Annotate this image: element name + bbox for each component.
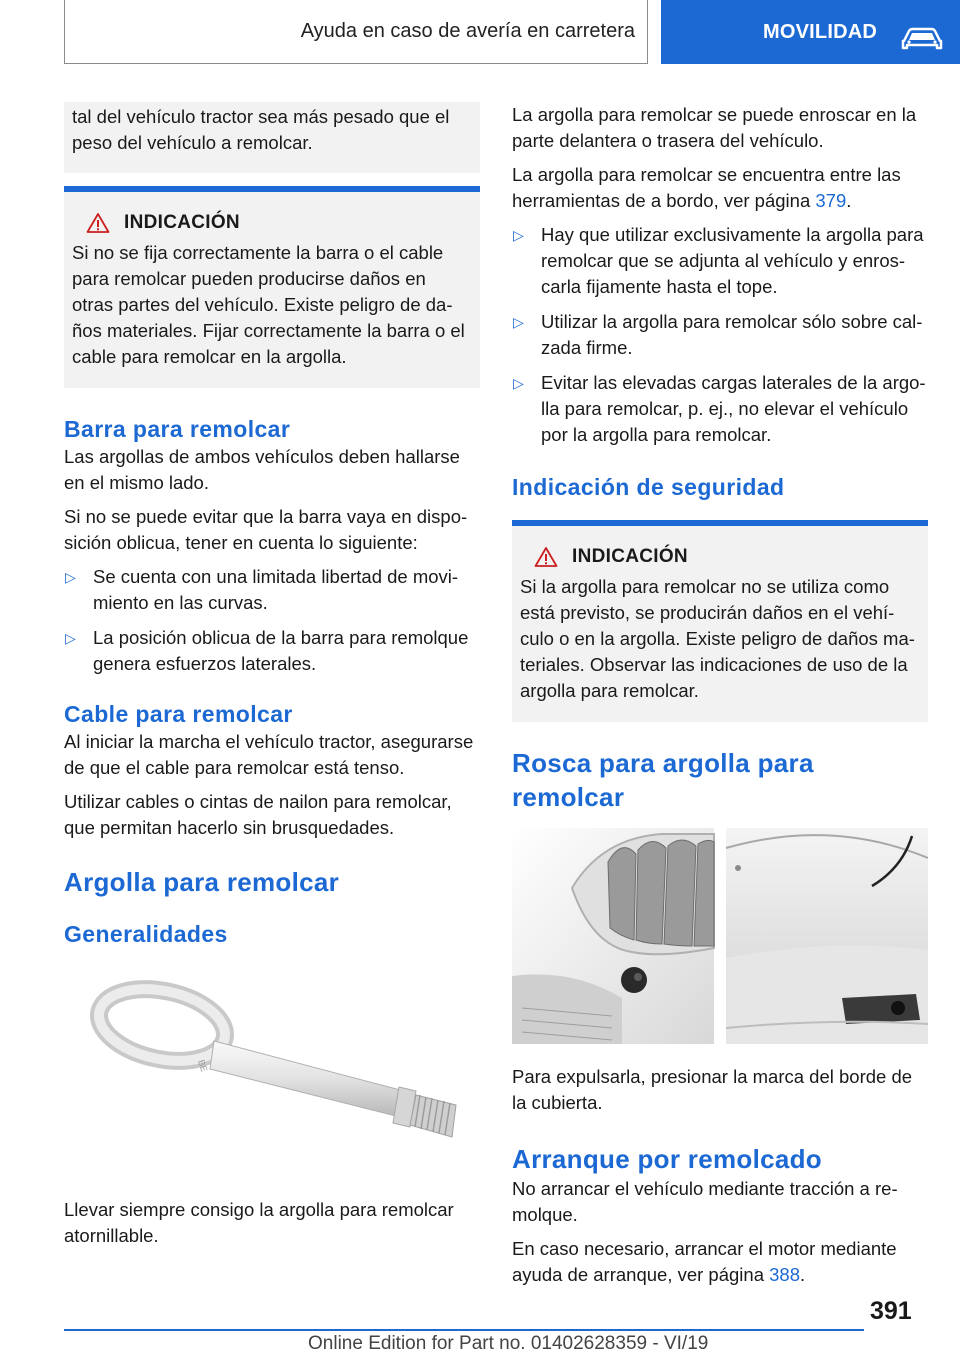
continued-note-box — [64, 102, 480, 173]
right-bullet-list — [512, 222, 928, 448]
warning-title: INDICACIÓN — [124, 212, 240, 233]
cable-paragraph-2: Utilizar cables o cintas de nailon para remolcar, que permitan hacerlo sin brusquedades. — [64, 791, 452, 838]
triangle-bullet-icon: ▷ — [513, 227, 524, 243]
heading-seguridad: Indicación de seguridad — [512, 474, 785, 500]
bumper-illustration — [512, 828, 928, 1044]
list-item: ▷ Evitar las elevadas cargas laterales de la argo‐lla para remolcar, p. ej., no elevar el vehículo por la argolla para remolcar. — [513, 372, 926, 445]
heading-generalidades: Generalidades — [64, 921, 228, 947]
warning-box-safety — [512, 520, 928, 722]
right-paragraph-2: La argolla para remolcar se encuentra entre las herramientas de a bordo, ver página 379. — [512, 164, 901, 211]
tow-eye-illustration — [64, 969, 480, 1189]
chapter-title: MOVILIDAD — [763, 20, 878, 43]
list-item: ▷ Hay que utilizar exclusivamente la argolla para remolcar que se adjunta al vehículo y enros‐carla fijamente hasta el tope. — [513, 224, 924, 297]
tow-eye-icon — [64, 969, 480, 1189]
footer-edition: Online Edition for Part no. 01402628359 - VI/19 — [308, 1333, 709, 1354]
page-number: 391 — [870, 1297, 912, 1325]
warning-triangle-icon — [534, 546, 558, 568]
triangle-bullet-icon: ▷ — [65, 569, 76, 585]
arranque-paragraph-2: En caso necesario, arrancar el motor mediante ayuda de arranque, ver página 388. — [512, 1238, 897, 1285]
barra-paragraph-2: Si no se puede evitar que la barra vaya en dispo‐sición oblicua, tener en cuenta lo siguiente: — [64, 506, 468, 553]
left-column — [64, 102, 480, 1257]
header-section-title — [64, 0, 648, 64]
warning-title: INDICACIÓN — [572, 546, 688, 567]
right-paragraph-1: La argolla para remolcar se puede enroscar en la parte delantera o trasera del vehículo. — [512, 104, 917, 151]
section-title: Ayuda en caso de avería en carretera — [300, 20, 635, 42]
triangle-bullet-icon: ▷ — [513, 314, 524, 330]
header-chapter — [661, 0, 960, 64]
warning-text: Si la argolla para remolcar no se utiliza como está previsto, se producirán daños en el vehí‐culo o en la argolla. Existe peligro de daños ma‐teriales. Observar las indicaciones de uso de la argolla para remolcar. — [520, 576, 915, 701]
cable-paragraph-1: Al iniciar la marcha el vehículo tractor, asegurarse de que el cable para remolcar está tenso. — [64, 731, 474, 778]
right-column — [512, 102, 928, 1296]
list-item: ▷ Se cuenta con una limitada libertad de movi‐miento en las curvas. — [65, 566, 459, 613]
barra-bullet-list — [64, 564, 480, 677]
list-item: ▷ La posición oblicua de la barra para remolque genera esfuerzos laterales. — [65, 627, 469, 674]
list-item: ▷ Utilizar la argolla para remolcar sólo sobre cal‐zada firme. — [513, 311, 923, 358]
arranque-paragraph-1: No arrancar el vehículo mediante tracción a re‐molque. — [512, 1178, 898, 1225]
warning-triangle-icon — [86, 212, 110, 234]
svg-text:BE: BE — [196, 1058, 210, 1074]
warning-header — [72, 212, 472, 234]
warning-box-damage — [64, 186, 480, 388]
page-link-379[interactable]: 379 — [815, 190, 847, 211]
car-icon — [900, 26, 944, 52]
heading-arranque: Arranque por remolcado — [512, 1144, 822, 1174]
warning-header — [520, 546, 920, 568]
heading-cable: Cable para remolcar — [64, 701, 293, 727]
heading-argolla: Argolla para remolcar — [64, 867, 340, 897]
triangle-bullet-icon: ▷ — [65, 630, 76, 646]
page-link-388[interactable]: 388 — [769, 1264, 801, 1285]
triangle-bullet-icon: ▷ — [513, 375, 524, 391]
argolla-caption: Llevar siempre consigo la argolla para remolcar atornillable. — [64, 1199, 454, 1246]
heading-rosca: Rosca para argolla para remolcar — [512, 748, 814, 812]
rosca-caption: Para expulsarla, presionar la marca del borde de la cubierta. — [512, 1066, 913, 1113]
warning-text: Si no se fija correctamente la barra o el cable para remolcar pueden producirse daños en otras partes del vehículo. Existe peligro de da‐ños materiales. Fijar correctamente la barra o el cable para remolcar en la argolla. — [72, 242, 465, 367]
barra-paragraph-1: Las argollas de ambos vehículos deben hallarse en el mismo lado. — [64, 446, 460, 493]
heading-barra: Barra para remolcar — [64, 416, 291, 442]
continued-note-text: tal del vehículo tractor sea más pesado que el peso del vehículo a remolcar. — [72, 106, 450, 153]
bumper-photos — [512, 828, 928, 1044]
footer-divider — [64, 1329, 864, 1331]
